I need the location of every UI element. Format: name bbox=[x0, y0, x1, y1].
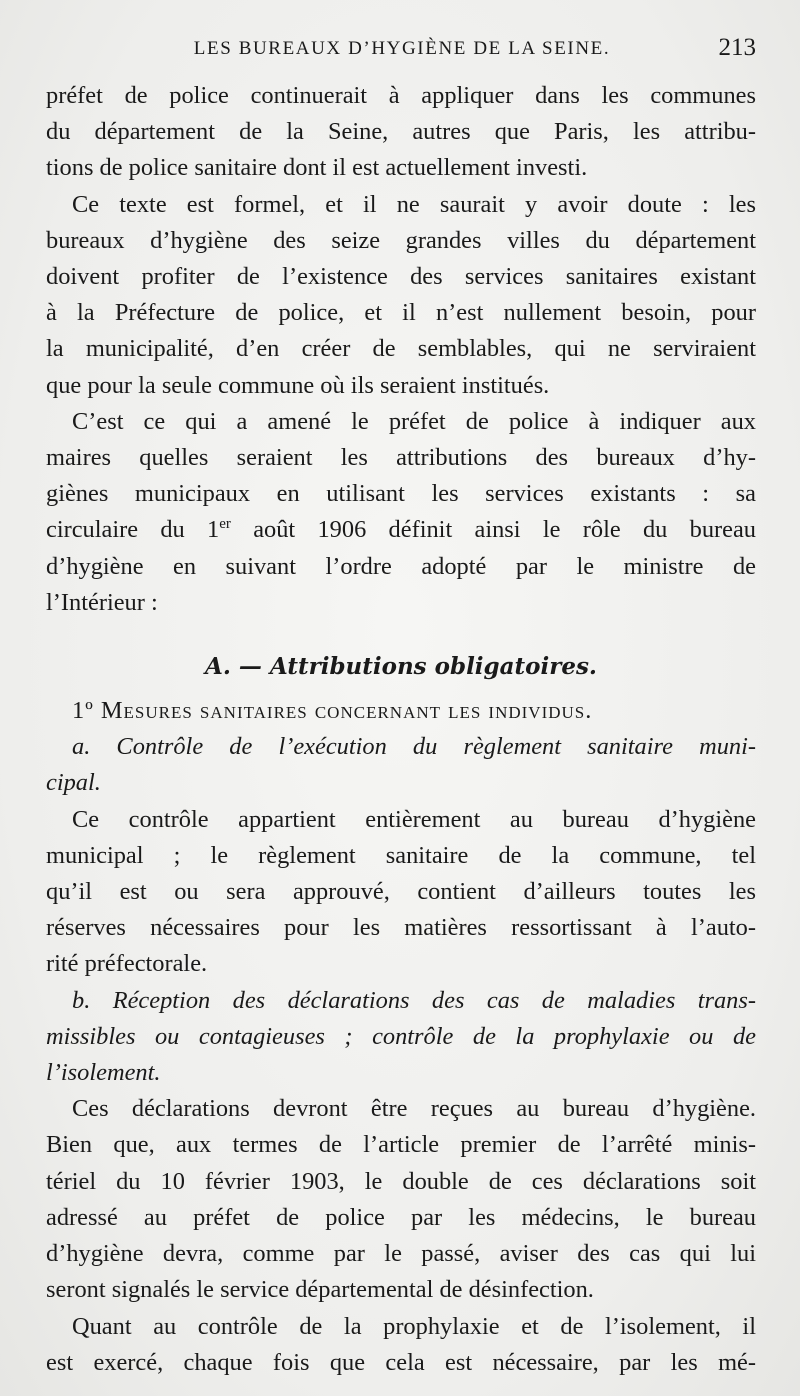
text-line: Ces déclarations devront être reçues au bureau d’hygiène. bbox=[72, 1095, 756, 1123]
text-line: tions de police sanitaire dont il est actuellement investi. bbox=[46, 154, 588, 182]
text-line: rité préfectorale. bbox=[46, 950, 208, 978]
text-line: doivent profiter de l’existence des services sanitaires existant bbox=[46, 263, 756, 291]
text-line: l’Intérieur : bbox=[46, 588, 158, 616]
text-line: Bien que, aux termes de l’article premier de l’arrêté minis- bbox=[46, 1131, 756, 1159]
text-line: l’isolement. bbox=[46, 1059, 161, 1087]
section-heading: A. — Attributions obligatoires. bbox=[205, 653, 597, 681]
text-line: réserves nécessaires pour les matières ressortissant à l’auto- bbox=[46, 914, 756, 942]
text-line: tériel du 10 février 1903, le double de ces déclarations soit bbox=[46, 1167, 756, 1195]
item-b bbox=[46, 983, 756, 1092]
text-line: C’est ce qui a amené le préfet de police à indiquer aux bbox=[72, 407, 756, 435]
superscript: er bbox=[219, 516, 231, 533]
text-line: Ce contrôle appartient entièrement au bureau d’hygiène bbox=[72, 805, 756, 833]
paragraph-5 bbox=[46, 1091, 756, 1308]
item-a bbox=[46, 729, 756, 801]
text-line: cipal. bbox=[46, 769, 101, 797]
paragraph-4 bbox=[46, 802, 756, 983]
running-head: LES BUREAUX D’HYGIÈNE DE LA SEINE. bbox=[193, 38, 611, 59]
text-line: Quant au contrôle de la prophylaxie et de l’isolement, il bbox=[72, 1312, 756, 1340]
text-fragment: août 1906 définit ainsi le rôle du bureau bbox=[230, 516, 757, 544]
text-fragment: circulaire du 1 bbox=[46, 516, 220, 544]
text-line: bureaux d’hygiène des seize grandes villes du département bbox=[46, 226, 756, 254]
paragraph-1 bbox=[46, 78, 756, 187]
text-line: du département de la Seine, autres que Paris, les attribu- bbox=[46, 118, 756, 146]
page-header bbox=[48, 34, 756, 68]
text-line: que pour la seule commune où ils seraient institués. bbox=[46, 371, 550, 399]
text-line: maires quelles seraient les attributions des bureaux d’hy- bbox=[46, 444, 756, 472]
text-line: Ce texte est formel, et il ne saurait y avoir doute : les bbox=[72, 190, 756, 218]
text-line: a. Contrôle de l’exécution du règlement sanitaire muni- bbox=[72, 733, 756, 761]
text-line: qu’il est ou sera approuvé, contient d’ailleurs toutes les bbox=[46, 878, 756, 906]
text-line: b. Réception des déclarations des cas de maladies trans- bbox=[72, 986, 756, 1014]
text-line: municipal ; le règlement sanitaire de la commune, tel bbox=[46, 841, 756, 869]
text-line: giènes municipaux en utilisant les services existants : sa bbox=[46, 480, 756, 508]
text-line: missibles ou contagieuses ; contrôle de la prophylaxie ou de bbox=[46, 1022, 756, 1050]
text-line: seront signalés le service départemental de désinfection. bbox=[46, 1276, 594, 1304]
text-line: adressé au préfet de police par les médecins, le bureau bbox=[46, 1203, 756, 1231]
text-line: préfet de police continuerait à appliquer dans les communes bbox=[46, 82, 756, 109]
text-line: la municipalité, d’en créer de semblables, qui ne serviraient bbox=[46, 335, 756, 363]
subheading-text: 1º Mesures sanitaires concernant les individus. bbox=[72, 697, 593, 725]
text-line: à la Préfecture de police, et il n’est nullement besoin, pour bbox=[46, 299, 756, 327]
text-line bbox=[46, 512, 756, 548]
subheading-1 bbox=[46, 693, 756, 729]
text-line: d’hygiène en suivant l’ordre adopté par le ministre de bbox=[46, 552, 756, 580]
text-line: d’hygiène devra, comme par le passé, aviser des cas qui lui bbox=[46, 1240, 756, 1268]
paragraph-2 bbox=[46, 187, 756, 404]
paragraph-3 bbox=[46, 404, 756, 621]
text-line: est exercé, chaque fois que cela est nécessaire, par les mé- bbox=[46, 1348, 756, 1376]
page-number: 213 bbox=[718, 34, 756, 61]
paragraph-6 bbox=[46, 1309, 756, 1381]
body-text bbox=[46, 78, 756, 1381]
